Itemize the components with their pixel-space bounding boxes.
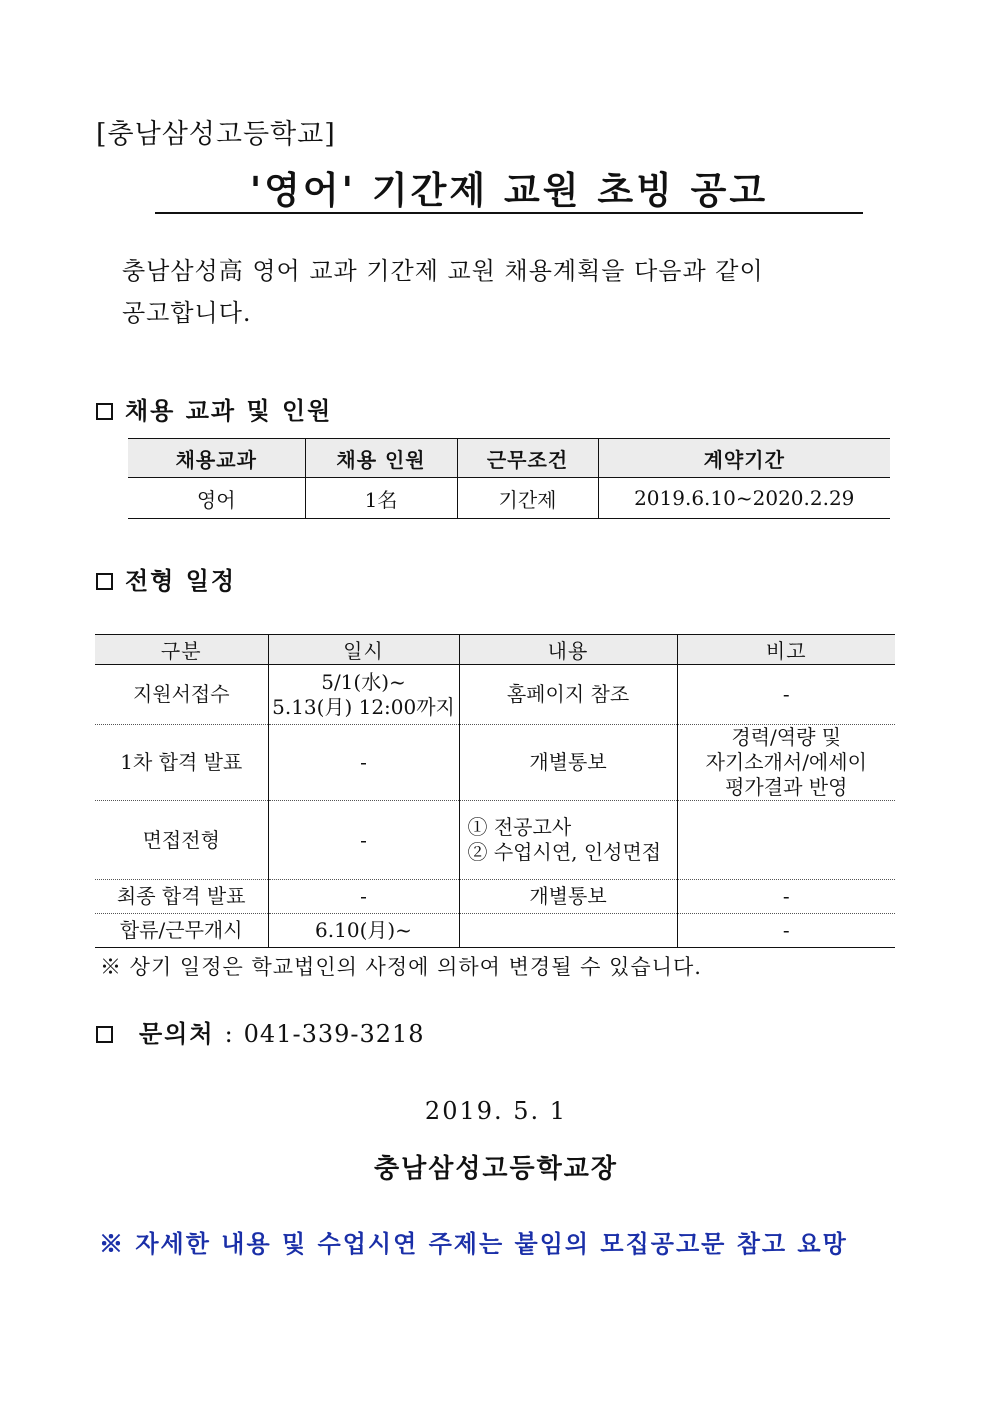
table-row — [95, 665, 895, 725]
date-cell — [268, 665, 459, 725]
table-row — [128, 478, 890, 519]
footer-note: ※ 자세한 내용 및 수업시연 주제는 붙임의 모집공고문 참고 요망 — [99, 1229, 848, 1258]
header-cell: 구분 — [95, 635, 268, 665]
schedule-note: ※ 상기 일정은 학교법인의 사정에 의하여 변경될 수 있습니다. — [100, 955, 702, 979]
table-row — [95, 914, 895, 948]
section-schedule-heading — [96, 561, 236, 596]
header-cell: 채용교과 — [128, 439, 305, 478]
table-row — [95, 725, 895, 801]
checkbox-icon — [96, 1026, 113, 1043]
remark-line: 자기소개서/에세이 — [705, 750, 867, 774]
stage-cell: 최종 합격 발표 — [95, 880, 268, 914]
section-recruitment-label: 채용 교과 및 인원 — [125, 396, 333, 425]
date-cell: - — [268, 801, 459, 880]
content-cell: 개별통보 — [459, 725, 677, 801]
date-cell: - — [268, 880, 459, 914]
contact-separator: : — [224, 1020, 234, 1048]
checkbox-icon — [96, 573, 113, 590]
date-cell: - — [268, 725, 459, 801]
date-line: 5/1(水)~ — [321, 669, 406, 694]
table-row — [95, 801, 895, 880]
date-cell: 6.10(月)~ — [268, 914, 459, 948]
title-underline — [155, 212, 863, 214]
table-header-row — [128, 439, 890, 478]
stage-cell: 면접전형 — [95, 801, 268, 880]
content-line: ② 수업시연, 인성면접 — [467, 840, 662, 864]
header-cell: 채용 인원 — [305, 439, 457, 478]
issuer-name: 충남삼성고등학교장 — [373, 1154, 619, 1184]
section-recruitment-heading — [96, 391, 332, 426]
schedule-table — [95, 634, 895, 948]
contract-period-cell: 2019.6.10~2020.2.29 — [598, 478, 890, 519]
intro-line-1: 충남삼성高 영어 교과 기간제 교원 채용계획을 다음과 같이 — [122, 257, 764, 285]
content-cell — [459, 801, 677, 880]
table-row — [95, 880, 895, 914]
checkbox-icon — [96, 403, 113, 420]
stage-cell: 합류/근무개시 — [95, 914, 268, 948]
subject-cell: 영어 — [128, 478, 305, 519]
stage-cell: 지원서접수 — [95, 665, 268, 725]
remark-cell: - — [677, 665, 895, 725]
notice-date: 2019. 5. 1 — [424, 1097, 568, 1125]
intro-text — [122, 250, 857, 334]
notice-title: '영어' 기간제 교원 초빙 공고 — [249, 168, 769, 212]
section-schedule-label: 전형 일정 — [125, 566, 237, 595]
school-name: [충남삼성고등학교] — [96, 119, 336, 150]
header-cell: 근무조건 — [457, 439, 598, 478]
recruitment-table — [128, 438, 890, 519]
header-cell: 계약기간 — [598, 439, 890, 478]
remark-cell: - — [677, 914, 895, 948]
remark-cell: - — [677, 880, 895, 914]
contact-label: 문의처 — [139, 1019, 215, 1048]
remark-line: 경력/역량 및 — [731, 725, 842, 749]
header-cell: 비고 — [677, 635, 895, 665]
condition-cell: 기간제 — [457, 478, 598, 519]
remark-cell — [677, 725, 895, 801]
remark-line: 평가결과 반영 — [725, 775, 848, 799]
headcount-cell: 1名 — [305, 478, 457, 519]
contact-line — [96, 1014, 425, 1049]
table-header-row — [95, 635, 895, 665]
remark-cell — [677, 801, 895, 880]
content-cell: 홈페이지 참조 — [459, 665, 677, 725]
stage-cell: 1차 합격 발표 — [95, 725, 268, 801]
content-line: ① 전공고사 — [467, 815, 572, 839]
content-cell — [459, 914, 677, 948]
contact-phone: 041-339-3218 — [243, 1020, 425, 1048]
date-line: 5.13(月) 12:00까지 — [272, 694, 455, 719]
header-cell: 내용 — [459, 635, 677, 665]
header-cell: 일시 — [268, 635, 459, 665]
content-cell: 개별통보 — [459, 880, 677, 914]
intro-line-2: 공고합니다. — [122, 299, 252, 327]
